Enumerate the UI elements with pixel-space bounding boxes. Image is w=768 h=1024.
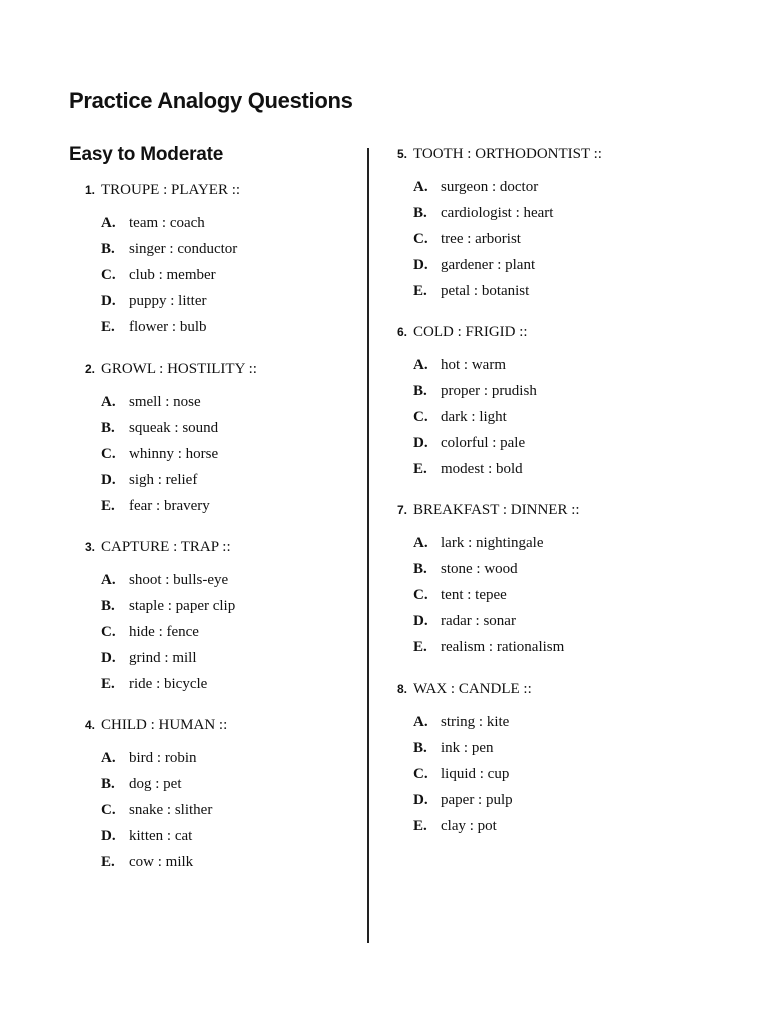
- option-text: snake : slither: [129, 802, 213, 818]
- question-stem: COLD : FRIGID ::: [413, 324, 528, 340]
- option-text: shoot : bulls-eye: [129, 572, 229, 588]
- option-letter: C.: [413, 766, 428, 782]
- option-item: [413, 229, 553, 255]
- question-number: 5.: [397, 147, 408, 161]
- option-item: [101, 392, 218, 418]
- option-text: dog : pet: [129, 776, 182, 792]
- question-number: 3.: [85, 540, 96, 554]
- option-text: bird : robin: [129, 750, 197, 766]
- option-text: squeak : sound: [129, 420, 219, 436]
- option-text: club : member: [129, 267, 216, 283]
- option-letter: A.: [101, 394, 116, 410]
- option-item: [101, 570, 235, 596]
- option-item: [413, 637, 564, 663]
- option-letter: D.: [101, 472, 116, 488]
- option-text: whinny : horse: [129, 446, 219, 462]
- option-item: [101, 470, 218, 496]
- option-letter: D.: [413, 257, 428, 273]
- option-text: fear : bravery: [129, 498, 210, 514]
- option-item: [413, 355, 537, 381]
- option-text: grind : mill: [129, 650, 197, 666]
- option-list: [413, 177, 553, 307]
- question-stem: CAPTURE : TRAP ::: [101, 539, 231, 555]
- option-letter: A.: [413, 535, 428, 551]
- option-text: ink : pen: [441, 740, 494, 756]
- option-text: colorful : pale: [441, 435, 526, 451]
- question-8: [397, 679, 677, 834]
- option-letter: A.: [413, 714, 428, 730]
- option-item: [101, 748, 212, 774]
- option-list: [413, 533, 564, 663]
- option-item: [413, 712, 513, 738]
- option-list: [101, 392, 218, 522]
- option-item: [413, 255, 553, 281]
- option-text: radar : sonar: [441, 613, 516, 629]
- option-letter: C.: [101, 267, 116, 283]
- option-letter: E.: [413, 639, 427, 655]
- question-5: [397, 144, 677, 299]
- page-title: Practice Analogy Questions: [69, 88, 353, 113]
- option-text: clay : pot: [441, 818, 497, 834]
- option-letter: E.: [101, 854, 115, 870]
- option-text: string : kite: [441, 714, 510, 730]
- option-letter: D.: [101, 293, 116, 309]
- option-item: [413, 585, 564, 611]
- option-item: [101, 826, 212, 852]
- option-letter: D.: [101, 650, 116, 666]
- option-text: surgeon : doctor: [441, 179, 539, 195]
- option-text: liquid : cup: [441, 766, 510, 782]
- option-list: [413, 712, 513, 842]
- question-number: 1.: [85, 183, 96, 197]
- option-item: [413, 459, 537, 485]
- option-letter: B.: [413, 740, 427, 756]
- option-item: [101, 774, 212, 800]
- option-text: modest : bold: [441, 461, 523, 477]
- question-4: [85, 715, 365, 870]
- option-item: [101, 852, 212, 878]
- option-item: [101, 239, 237, 265]
- option-letter: A.: [101, 572, 116, 588]
- option-letter: C.: [413, 409, 428, 425]
- question-number: 7.: [397, 503, 408, 517]
- option-letter: D.: [101, 828, 116, 844]
- question-stem: GROWL : HOSTILITY ::: [101, 361, 257, 377]
- option-text: tree : arborist: [441, 231, 521, 247]
- question-number: 6.: [397, 325, 408, 339]
- option-letter: B.: [413, 205, 427, 221]
- question-6: [397, 322, 677, 477]
- option-letter: C.: [413, 231, 428, 247]
- option-item: [413, 177, 553, 203]
- option-item: [413, 533, 564, 559]
- question-stem: CHILD : HUMAN ::: [101, 717, 228, 733]
- option-letter: C.: [101, 624, 116, 640]
- option-letter: B.: [101, 241, 115, 257]
- option-text: kitten : cat: [129, 828, 193, 844]
- option-item: [413, 407, 537, 433]
- option-item: [101, 622, 235, 648]
- option-letter: B.: [101, 776, 115, 792]
- option-text: cow : milk: [129, 854, 194, 870]
- option-letter: B.: [413, 561, 427, 577]
- option-item: [413, 381, 537, 407]
- option-item: [413, 816, 513, 842]
- option-item: [413, 764, 513, 790]
- option-text: lark : nightingale: [441, 535, 544, 551]
- option-item: [101, 213, 237, 239]
- option-text: smell : nose: [129, 394, 201, 410]
- option-letter: E.: [101, 676, 115, 692]
- option-letter: D.: [413, 792, 428, 808]
- question-3: [85, 537, 365, 692]
- option-text: flower : bulb: [129, 319, 207, 335]
- option-item: [101, 444, 218, 470]
- option-letter: E.: [413, 283, 427, 299]
- option-text: staple : paper clip: [129, 598, 236, 614]
- question-7: [397, 500, 677, 655]
- option-text: team : coach: [129, 215, 205, 231]
- option-item: [101, 496, 218, 522]
- option-letter: C.: [413, 587, 428, 603]
- question-number: 8.: [397, 682, 408, 696]
- option-letter: C.: [101, 446, 116, 462]
- question-stem: TOOTH : ORTHODONTIST ::: [413, 146, 602, 162]
- question-number: 2.: [85, 362, 96, 376]
- option-text: paper : pulp: [441, 792, 513, 808]
- question-1: [85, 180, 365, 335]
- option-list: [101, 213, 237, 343]
- option-item: [101, 265, 237, 291]
- option-letter: A.: [413, 179, 428, 195]
- option-letter: B.: [101, 598, 115, 614]
- section-title: Easy to Moderate: [69, 144, 224, 165]
- question-stem: WAX : CANDLE ::: [413, 681, 532, 697]
- option-text: hot : warm: [441, 357, 506, 373]
- option-list: [101, 748, 212, 878]
- option-item: [413, 559, 564, 585]
- option-item: [101, 648, 235, 674]
- option-item: [101, 418, 218, 444]
- column-divider: [367, 148, 369, 943]
- option-letter: E.: [413, 818, 427, 834]
- option-item: [413, 738, 513, 764]
- question-2: [85, 359, 365, 514]
- option-list: [101, 570, 235, 700]
- option-letter: E.: [101, 498, 115, 514]
- option-text: proper : prudish: [441, 383, 537, 399]
- option-item: [413, 433, 537, 459]
- question-number: 4.: [85, 718, 96, 732]
- option-item: [101, 291, 237, 317]
- option-item: [101, 800, 212, 826]
- option-letter: B.: [413, 383, 427, 399]
- option-letter: C.: [101, 802, 116, 818]
- option-text: dark : light: [441, 409, 507, 425]
- option-letter: B.: [101, 420, 115, 436]
- option-letter: E.: [101, 319, 115, 335]
- option-item: [413, 281, 553, 307]
- option-text: petal : botanist: [441, 283, 530, 299]
- option-list: [413, 355, 537, 485]
- option-text: realism : rationalism: [441, 639, 565, 655]
- option-item: [101, 674, 235, 700]
- option-text: ride : bicycle: [129, 676, 208, 692]
- option-text: sigh : relief: [129, 472, 198, 488]
- option-letter: D.: [413, 613, 428, 629]
- option-letter: A.: [101, 750, 116, 766]
- option-letter: E.: [413, 461, 427, 477]
- option-text: puppy : litter: [129, 293, 207, 309]
- option-item: [101, 596, 235, 622]
- option-text: gardener : plant: [441, 257, 536, 273]
- option-letter: A.: [101, 215, 116, 231]
- option-letter: A.: [413, 357, 428, 373]
- option-item: [413, 790, 513, 816]
- option-text: singer : conductor: [129, 241, 238, 257]
- option-text: cardiologist : heart: [441, 205, 554, 221]
- question-stem: BREAKFAST : DINNER ::: [413, 502, 580, 518]
- option-item: [413, 203, 553, 229]
- option-text: stone : wood: [441, 561, 518, 577]
- option-text: hide : fence: [129, 624, 199, 640]
- question-stem: TROUPE : PLAYER ::: [101, 182, 241, 198]
- option-item: [413, 611, 564, 637]
- option-text: tent : tepee: [441, 587, 507, 603]
- option-letter: D.: [413, 435, 428, 451]
- option-item: [101, 317, 237, 343]
